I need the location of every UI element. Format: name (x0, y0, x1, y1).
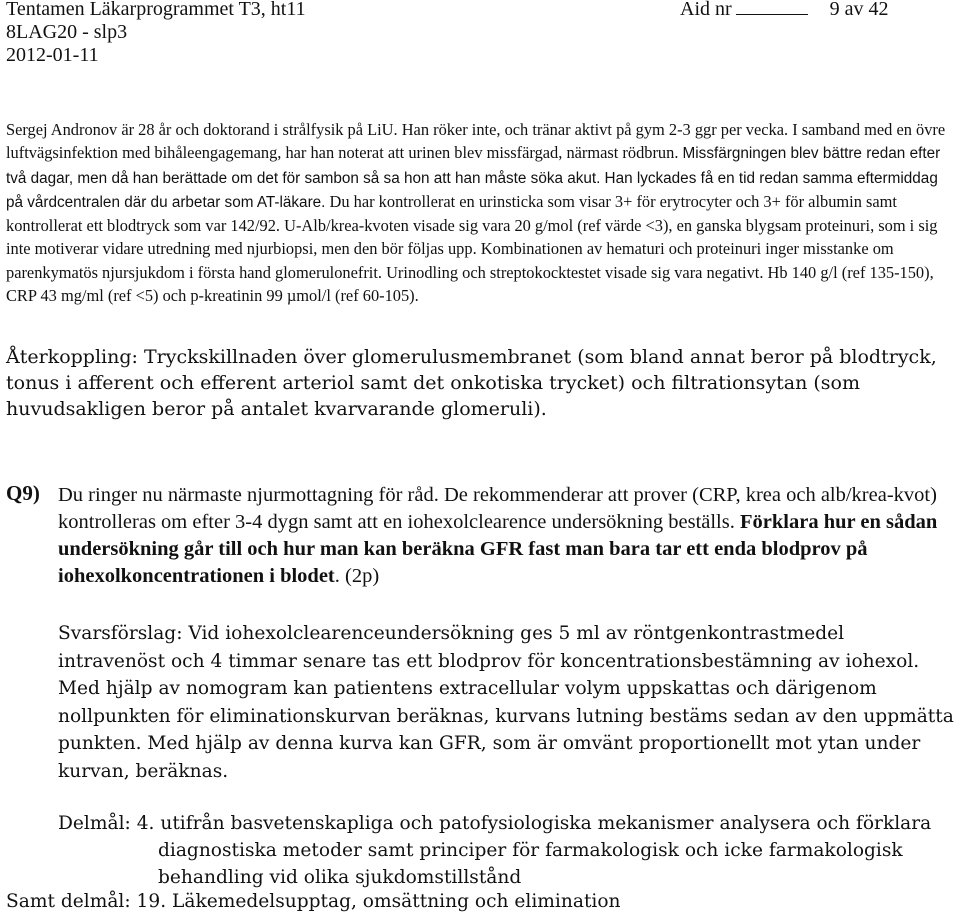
additional-goal: Samt delmål: 19. Läkemedelsupptag, omsättning och elimination (6, 891, 621, 912)
question-number: Q9) (6, 481, 40, 505)
learning-goals (58, 810, 956, 891)
question-points: . (2p) (334, 565, 380, 587)
goal-line-1: Delmål: 4. utifrån basvetenskapliga och patofysiologiska mekanismer analysera och förklara (58, 813, 932, 834)
answer-suggestion: Svarsförslag: Vid iohexolclearenceundersökning ges 5 ml av röntgenkontrastmedel intravenöst och 4 timmar senare tas ett blodprov för koncentrationsbestämning av iohexol. Med hjälp av nomogram kan patientens extracellular volym uppskattas och därigenom nollpunkten för eliminationskurvan beräknas, kurvans lutning bestäms sedan av den uppmätta punkten. Med hjälp av denna kurva kan GFR, som är omvänt proportionellt mot ytan under kurvan, beräknas. (58, 623, 954, 782)
feedback-text: Återkoppling: Tryckskillnaden över glomerulusmembranet (som bland annat beror på blodtryck, tonus i afferent och efferent arteriol samt det onkotiska trycket) och filtrationsytan (som huvudsakligen beror på antalet kvarvarande glomeruli). (6, 346, 937, 420)
question-text (58, 482, 956, 590)
case-appointment: Han lyckades få en tid redan samma eftermiddag på vårdcentralen där du arbetar som AT-läkare. (6, 169, 938, 211)
aid-blank-line (736, 0, 808, 15)
question-task: Förklara hur en sådan undersökning går till och hur man kan beräkna GFR fast man bara tar ett enda blodprov på iohexolkoncentrationen i blodet (58, 511, 938, 587)
case-alb-krea: U-Alb/krea-kvoten visade sig vara 20 g/mol (ref värde <3), en ganska blygsam proteinuri, som i sig inte motiverar vidare utredning med njurbiopsi, men den bör följas upp. (6, 216, 938, 259)
goal-line-2: diagnostiska metoder samt principer för farmakologisk och icke farmakologisk (158, 840, 903, 861)
case-urine-stick: Du har kontrollerat en urinsticka som visar 3+ för erytrocyter och 3+ för albumin samt kontrollerat ett blodtryck som var 142/92. (6, 191, 897, 236)
case-discoloration: Missfärgningen blev bättre redan efter två dagar, men då han berättade om det för sambon så sa hon att han måste söka akut. (6, 145, 941, 187)
case-description (6, 118, 958, 307)
case-intro: Sergej Andronov är 28 år och doktorand i strålfysik på LiU. Han röker inte, och tränar aktivt på gym 2-3 ggr per vecka. I samband med en övre luftvägsinfektion med bihåleengagemang, har han noterat att urinen blev missfärgad, närmast rödbrun. (6, 120, 946, 163)
aid-label: Aid nr (680, 0, 732, 20)
question-intro: Du ringer nu närmaste njurmottagning för råd. De rekommenderar att prover (CRP, krea och alb/krea-kvot) kontrolleras om efter 3-4 dygn samt att en iohexolclearence undersökning beställs. (58, 484, 937, 533)
exam-date: 2012-01-11 (6, 44, 99, 66)
exam-title: Tentamen Läkarprogrammet T3, ht11 (6, 0, 306, 20)
course-code: 8LAG20 - slp3 (6, 21, 128, 43)
aid-number-field (680, 0, 889, 21)
goal-line-3: behandling vid olika sjukdomstillstånd (158, 867, 522, 888)
page-indicator: 9 av 42 (829, 0, 889, 20)
case-lab-results: Kombinationen av hematuri och proteinuri inger misstanke om parenkymatös njursjukdom i första hand glomerulonefrit. Urinodling och streptokocktestet visade sig vara negativt. Hb 140 g/l (ref 135-150), CRP 43 mg/ml (ref <5) och p-kreatinin 99 µmol/l (ref 60-105). (6, 239, 934, 306)
